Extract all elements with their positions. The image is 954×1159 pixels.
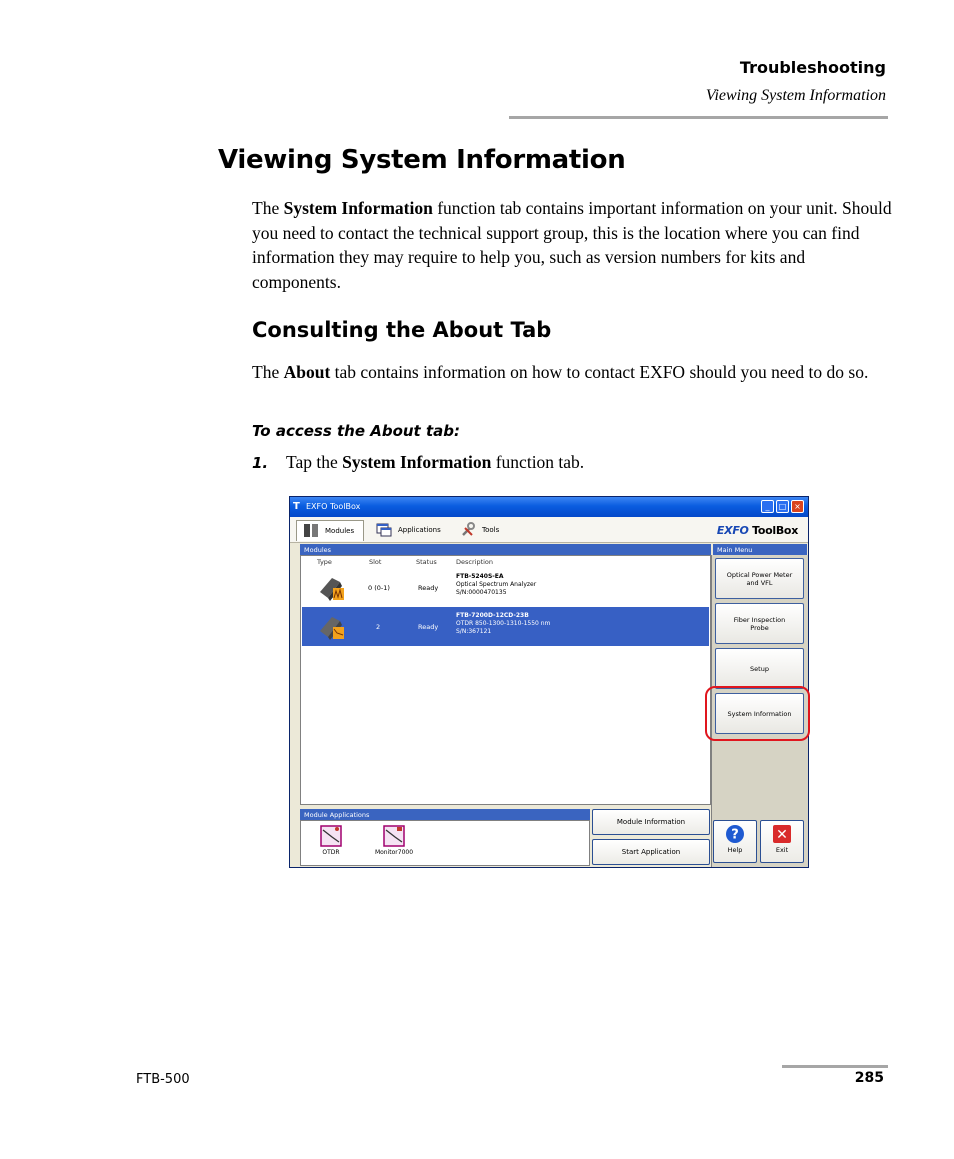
tab-modules[interactable] (296, 520, 364, 541)
help-button[interactable] (713, 820, 757, 863)
exit-button[interactable] (760, 820, 804, 863)
help-glyph: ? (731, 827, 739, 843)
window-title: EXFO ToolBox (306, 502, 361, 511)
step-number: 1. (252, 454, 269, 472)
otdr-module-icon (316, 611, 346, 641)
start-application-button[interactable]: Start Application (592, 839, 710, 865)
modules-panel-header: Modules (300, 544, 711, 555)
toolbox-screenshot (289, 496, 809, 868)
close-button[interactable]: × (791, 500, 804, 513)
module-type: OTDR 850-1300-1310-1550 nm (456, 620, 551, 627)
intro-paragraph (252, 196, 892, 294)
col-status: Status (416, 558, 437, 566)
maximize-button[interactable]: □ (776, 500, 789, 513)
module-slot: 2 (376, 623, 381, 631)
tab-bar (290, 517, 808, 543)
step-text-start: Tap the (286, 452, 343, 472)
module-status: Ready (418, 584, 439, 592)
exit-label: Exit (775, 846, 789, 854)
header-rule (509, 116, 888, 119)
menu-label: and VFL (746, 578, 773, 587)
procedure-step-1 (252, 450, 584, 475)
minimize-button[interactable]: _ (761, 500, 774, 513)
module-apps-panel-header: Module Applications (300, 809, 590, 820)
module-information-button[interactable]: Module Information (592, 809, 710, 835)
intro-bold-term: System Information (283, 198, 433, 218)
module-slot: 0 (0-1) (368, 584, 390, 592)
main-menu-header: Main Menu (713, 544, 807, 555)
menu-label: System Information (727, 709, 792, 718)
module-status: Ready (418, 623, 439, 631)
menu-fiber-inspection-probe[interactable] (715, 603, 804, 644)
tools-icon (460, 522, 476, 537)
window-titlebar (290, 497, 808, 517)
tab-applications-label: Applications (398, 526, 441, 534)
module-description (456, 573, 536, 597)
page-title: Viewing System Information (218, 145, 626, 175)
step-bold-term: System Information (342, 452, 492, 472)
otdr-app-icon[interactable] (320, 825, 342, 847)
footer-rule (782, 1065, 888, 1068)
about-text-end: tab contains information on how to contact EXFO should you need to do so. (330, 362, 869, 382)
module-row-osa[interactable] (302, 568, 709, 607)
col-description: Description (456, 558, 494, 566)
col-slot: Slot (369, 558, 382, 566)
module-type: Optical Spectrum Analyzer (456, 581, 537, 588)
tab-tools[interactable] (454, 520, 510, 541)
page-number: 285 (854, 1070, 884, 1086)
module-apps-list (300, 820, 590, 866)
exit-icon (772, 824, 792, 844)
modules-table (300, 555, 711, 805)
toolbox-app-icon: T (293, 501, 300, 512)
procedure-title: To access the About tab: (252, 422, 460, 440)
module-model: FTB-5240S-EA (456, 573, 504, 580)
exit-glyph: ✕ (776, 827, 788, 843)
menu-label: Fiber Inspection (733, 615, 786, 624)
module-row-otdr[interactable] (302, 607, 709, 646)
section-title: Consulting the About Tab (252, 318, 552, 342)
about-bold-term: About (283, 362, 331, 382)
highlight-callout-ring (705, 686, 810, 741)
osa-module-icon (316, 572, 346, 602)
running-header-section: Viewing System Information (705, 87, 886, 104)
monitor7000-app-icon[interactable] (383, 825, 405, 847)
menu-setup[interactable] (715, 648, 804, 689)
step-text-end: function tab. (491, 452, 585, 472)
applications-icon (376, 522, 392, 537)
monitor7000-app-label[interactable]: Monitor7000 (374, 849, 414, 856)
help-label: Help (727, 846, 743, 854)
menu-label: Probe (750, 623, 769, 632)
otdr-app-label[interactable]: OTDR (322, 849, 340, 856)
module-serial: S/N:367121 (456, 628, 492, 635)
about-text-start: The (252, 362, 284, 382)
module-serial: S/N:0000470135 (456, 589, 507, 596)
footer-product: FTB-500 (136, 1072, 190, 1087)
module-model: FTB-7200D-12CD-23B (456, 612, 529, 619)
intro-text-end: function tab contains important information on your unit. Should you need to contact the technical support group, this is the location where you can find information they may require to help you, such as version numbers for kits and components. (252, 198, 892, 292)
menu-label: Setup (750, 664, 769, 673)
menu-optical-power-meter[interactable] (715, 558, 804, 599)
tab-modules-label: Modules (325, 527, 355, 535)
col-type: Type (317, 558, 332, 566)
running-header-chapter: Troubleshooting (739, 58, 886, 77)
brand-exfo: EXFO (716, 524, 749, 537)
exfo-toolbox-logo (717, 524, 798, 537)
tab-tools-label: Tools (482, 526, 500, 534)
about-paragraph (252, 360, 892, 385)
intro-text-start: The (252, 198, 284, 218)
modules-icon (303, 523, 319, 538)
help-icon (725, 824, 745, 844)
tab-applications[interactable] (370, 520, 448, 541)
brand-toolbox: ToolBox (752, 524, 798, 537)
menu-label: Optical Power Meter (726, 570, 793, 579)
module-description (456, 612, 550, 636)
